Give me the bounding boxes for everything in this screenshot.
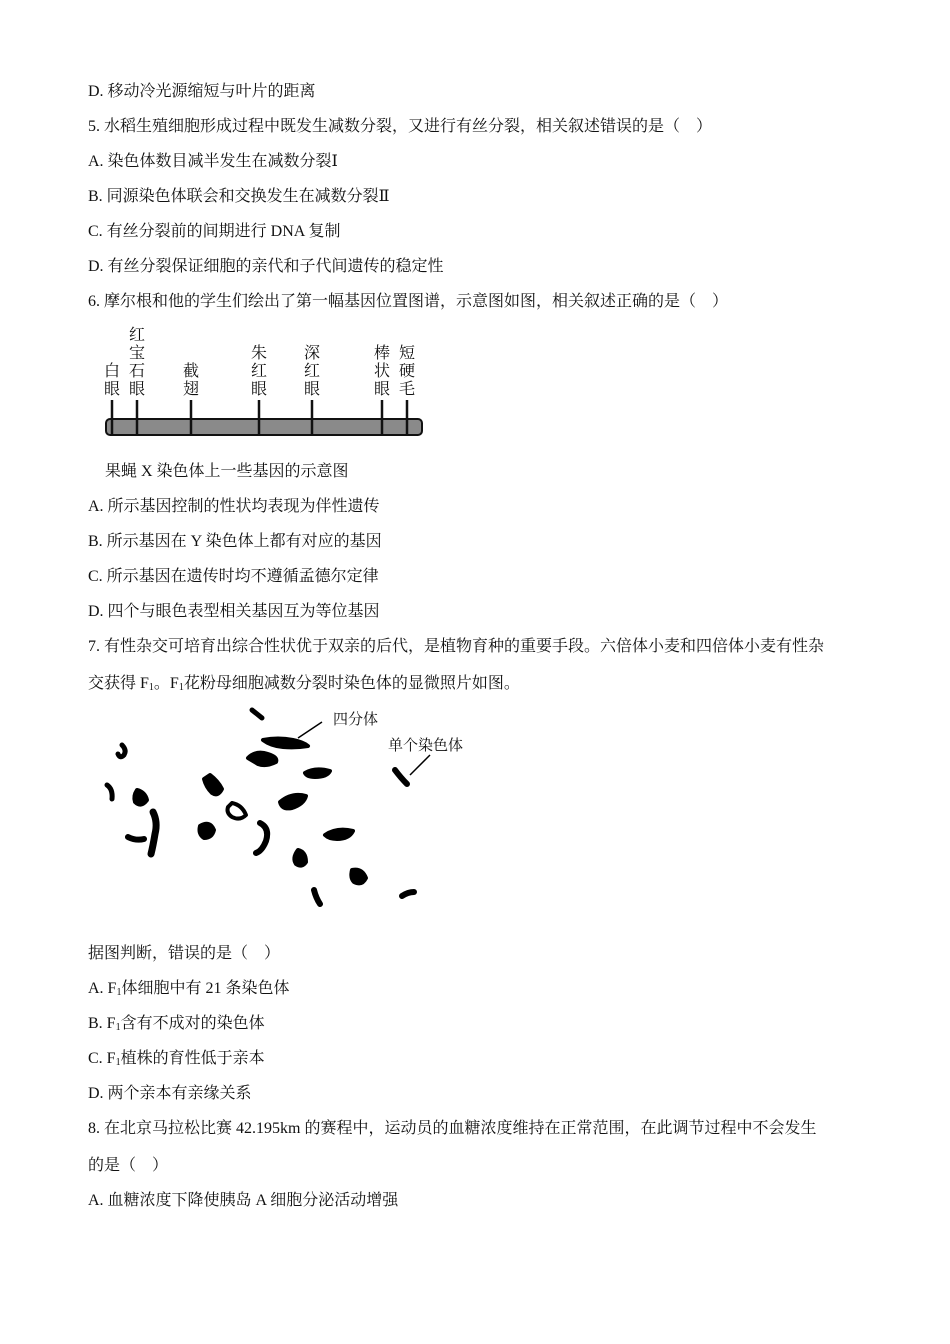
tetrad-pointer (298, 722, 322, 738)
q7-option-a: A. $F_1$体细胞中有 21 条染色体 (88, 980, 290, 998)
q6-option-a: A. 所示基因控制的性状均表现为伴性遗传 (88, 498, 380, 515)
gene-label-char: 朱 (250, 343, 268, 362)
gene-label-char: 眼 (250, 379, 268, 398)
label-tetrad: 四分体 (333, 710, 379, 728)
q7-option-c: C. $F_1$植株的育性低于亲本 (88, 1050, 265, 1068)
gene-label-char: 短 (398, 343, 416, 362)
question-5: 5. 水稻生殖细胞形成过程中既发生减数分裂，又进行有丝分裂，相关叙述错误的是（ ） (88, 118, 713, 135)
gene-label-char: 深 (303, 343, 321, 362)
gene-label-char: 翅 (182, 379, 200, 398)
q7-judge-prompt: 据图判断，错误的是（ ） (88, 945, 281, 962)
gene-label-char: 白 (103, 361, 121, 380)
q7-option-b: B. $F_1$含有不成对的染色体 (88, 1015, 265, 1033)
x-chromosome-bar (106, 419, 422, 435)
gene-map-figure (100, 322, 430, 442)
q8-option-a: A. 血糖浓度下降使胰岛 A 细胞分泌活动增强 (88, 1192, 399, 1209)
gene-label-char: 宝 (128, 343, 146, 362)
label-single-chromosome: 单个染色体 (388, 736, 464, 754)
gene-label-char: 眼 (128, 379, 146, 398)
gene-label-char: 眼 (373, 379, 391, 398)
gene-label-char: 棒 (373, 343, 391, 362)
gene-label-char: 眼 (303, 379, 321, 398)
q5-option-a: A. 染色体数目减半发生在减数分裂Ⅰ (88, 153, 338, 170)
q5-option-d: D. 有丝分裂保证细胞的亲代和子代间遗传的稳定性 (88, 258, 444, 275)
q7-option-d: D. 两个亲本有亲缘关系 (88, 1085, 252, 1102)
gene-map-caption: 果蝇 X 染色体上一些基因的示意图 (105, 463, 349, 480)
question-7-continued: 交获得 $F_1$。$F_1$花粉母细胞减数分裂时染色体的显微照片如图。 (88, 675, 520, 693)
q5-option-b: B. 同源染色体联会和交换发生在减数分裂Ⅱ (88, 188, 390, 205)
gene-label-char: 红 (128, 325, 146, 344)
q6-option-d: D. 四个与眼色表型相关基因互为等位基因 (88, 603, 380, 620)
q6-option-c: C. 所示基因在遗传时均不遵循孟德尔定律 (88, 568, 379, 585)
chromosome-micrograph (100, 700, 490, 915)
gene-label-char: 硬 (398, 361, 416, 380)
gene-label-char: 石 (128, 361, 146, 380)
single-chromosome-pointer (410, 755, 430, 775)
question-6: 6. 摩尔根和他的学生们绘出了第一幅基因位置图谱，示意图如图，相关叙述正确的是（ ） (88, 293, 729, 310)
q5-option-c: C. 有丝分裂前的间期进行 DNA 复制 (88, 223, 341, 240)
q6-option-b: B. 所示基因在 Y 染色体上都有对应的基因 (88, 533, 382, 550)
gene-label-char: 红 (303, 361, 321, 380)
gene-label-char: 毛 (398, 379, 416, 398)
question-7: 7. 有性杂交可培育出综合性状优于双亲的后代，是植物育种的重要手段。六倍体小麦和四倍体小麦有性杂 (88, 638, 825, 655)
gene-label-char: 状 (373, 361, 391, 380)
question-8: 8. 在北京马拉松比赛 42.195km 的赛程中，运动员的血糖浓度维持在正常范围，在此调节过程中不会发生 (88, 1120, 817, 1137)
question-8-continued: 的是（ ） (88, 1157, 169, 1174)
gene-label-char: 红 (250, 361, 268, 380)
gene-label-char: 眼 (103, 379, 121, 398)
option-d-prev: D. 移动冷光源缩短与叶片的距离 (88, 83, 316, 100)
gene-label-char: 截 (182, 361, 200, 380)
